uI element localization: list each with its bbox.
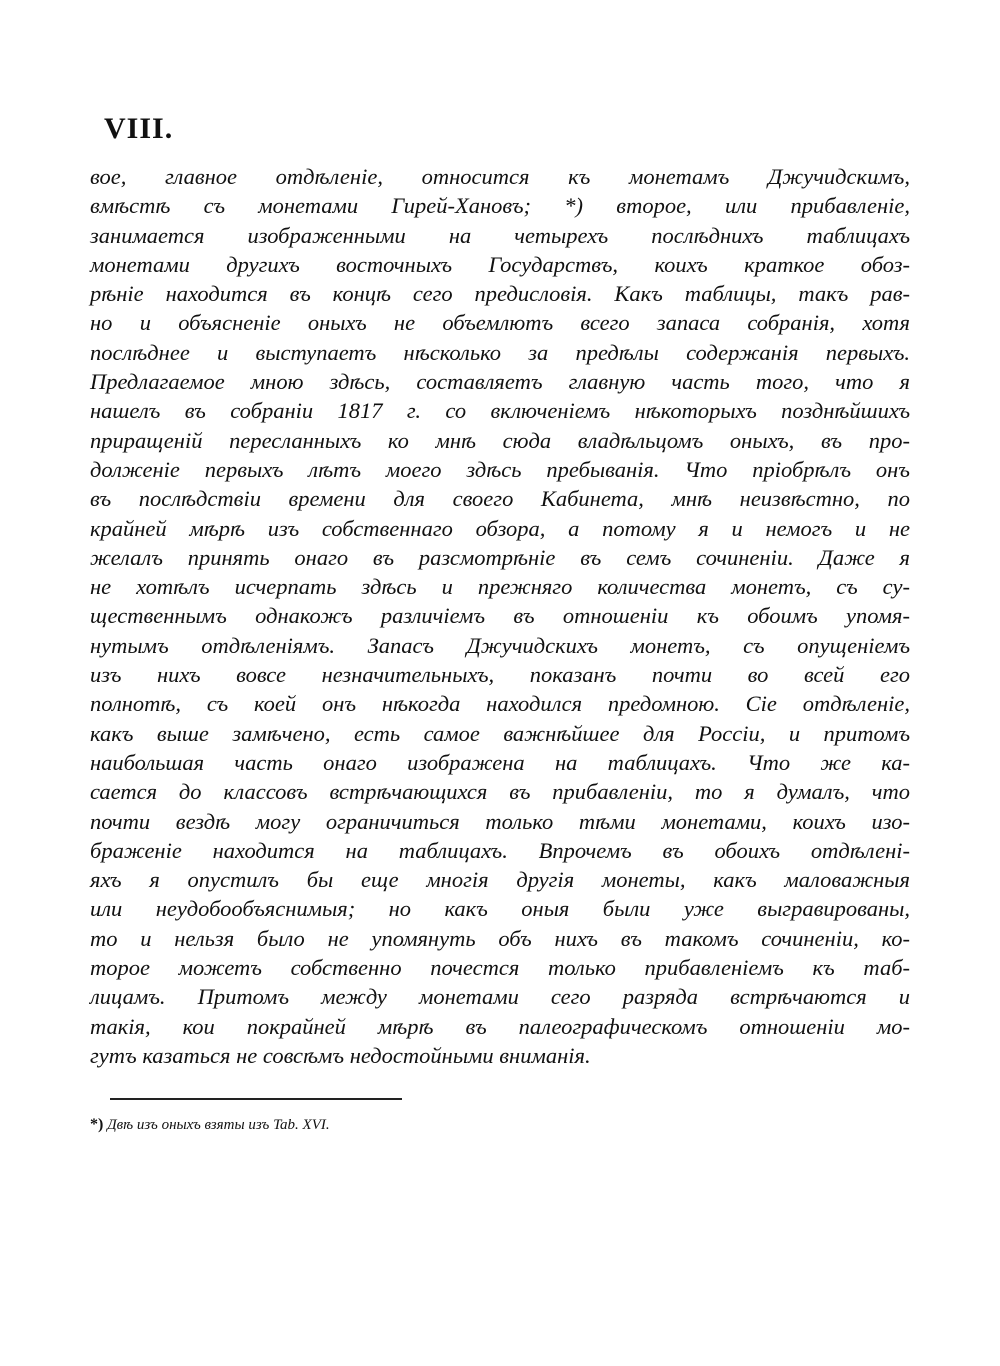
text-line: занимается изображенными на четырехъ послѣднихъ таблицахъ (90, 222, 910, 248)
text-line: наибольшая часть онаго изображена на таблицахъ. Что же ка- (90, 749, 910, 775)
text-line: вмѣстѣ съ монетами Гирей-Хановъ; *) второе, или прибавленіе, (90, 193, 910, 219)
text-line: желалъ принять онаго въ разсмотрѣніе въ семъ сочиненіи. Даже я (90, 544, 910, 570)
text-line: сается до классовъ встрѣчающихся въ прибавленіи, то я думалъ, что (90, 779, 910, 805)
text-line: крайней мѣрѣ изъ собственнаго обзора, а потому я и немогъ и не (90, 515, 910, 541)
text-line: рѣніе находится въ концѣ сего предисловія. Какъ таблицы, такъ рав- (90, 281, 910, 307)
text-line: полнотѣ, съ коей онъ нѣкогда находился предомною. Сіе отдѣленіе, (90, 691, 910, 717)
text-line: какъ выше замѣчено, есть самое важнѣйшее для Россіи, и притомъ (90, 720, 910, 746)
text-line: приращеній пересланныхъ ко мнѣ сюда владѣльцомъ оныхъ, въ про- (90, 427, 910, 453)
text-line: то и нельзя было не упомянуть объ нихъ въ такомъ сочиненіи, ко- (90, 925, 910, 951)
text-line: нутымъ отдѣленіямъ. Запасъ Джучидскихъ монетъ, съ опущеніемъ (90, 632, 910, 658)
text-line: щественнымъ однакожъ различіемъ въ отношеніи къ обоимъ упомя- (90, 603, 910, 629)
text-line: яхъ я опустилъ бы еще многія другія монеты, какъ маловажныя (90, 867, 910, 893)
text-line: Предлагаемое мною здѣсь, составляетъ главную часть того, что я (90, 369, 910, 395)
text-line: вое, главное отдѣленіе, относится къ монетамъ Джучидскимъ, (90, 164, 910, 189)
text-line: но и объясненіе оныхъ не объемлютъ всего запаса собранія, хотя (90, 310, 910, 336)
text-line: лицамъ. Притомъ между монетами сего разряда встрѣчаются и (90, 984, 910, 1010)
footnote-mark: *) (90, 1116, 104, 1133)
text-line: почти вездѣ могу ограничиться только тѣми монетами, коихъ изо- (90, 808, 910, 834)
text-line: изъ нихъ вовсе незначительныхъ, показанъ почти во всей его (90, 662, 910, 688)
body-text (90, 162, 910, 1070)
text-line: такія, кои покрайней мѣрѣ въ палеографическомъ отношеніи мо- (90, 1013, 910, 1039)
page-number: VIII. (104, 112, 174, 145)
footnote-text: Двѣ изъ оныхъ взяты изъ Tab. XVI. (107, 1117, 330, 1133)
text-line: гутъ казаться не совсѣмъ недостойными вниманія. (90, 1042, 591, 1068)
text-line: не хотѣлъ исчерпать здѣсь и прежняго количества монетъ, съ су- (90, 574, 910, 600)
text-line: или неудобообъяснимыя; но какъ оныя были уже выгравированы, (90, 896, 910, 922)
text-line: торое можетъ собственно почестся только прибавленіемъ къ таб- (90, 955, 910, 981)
text-line: нашелъ въ собраніи 1817 г. со включеніемъ нѣкоторыхъ позднѣйшихъ (90, 398, 910, 424)
text-line: въ послѣдствіи времени для своего Кабинета, мнѣ неизвѣстно, по (90, 486, 910, 512)
text-line: браженіе находится на таблицахъ. Впрочемъ въ обоихъ отдѣлені- (90, 837, 910, 863)
text-line: монетами другихъ восточныхъ Государствъ, коихъ краткое обоз- (90, 251, 910, 277)
text-line: долженіе первыхъ лѣтъ моего здѣсь пребыванія. Что пріобрѣлъ онъ (90, 456, 910, 482)
footnote (90, 1116, 330, 1134)
text-line: послѣднее и выступаетъ нѣсколько за предѣлы содержанія первыхъ. (90, 339, 910, 365)
footnote-divider (110, 1098, 402, 1100)
